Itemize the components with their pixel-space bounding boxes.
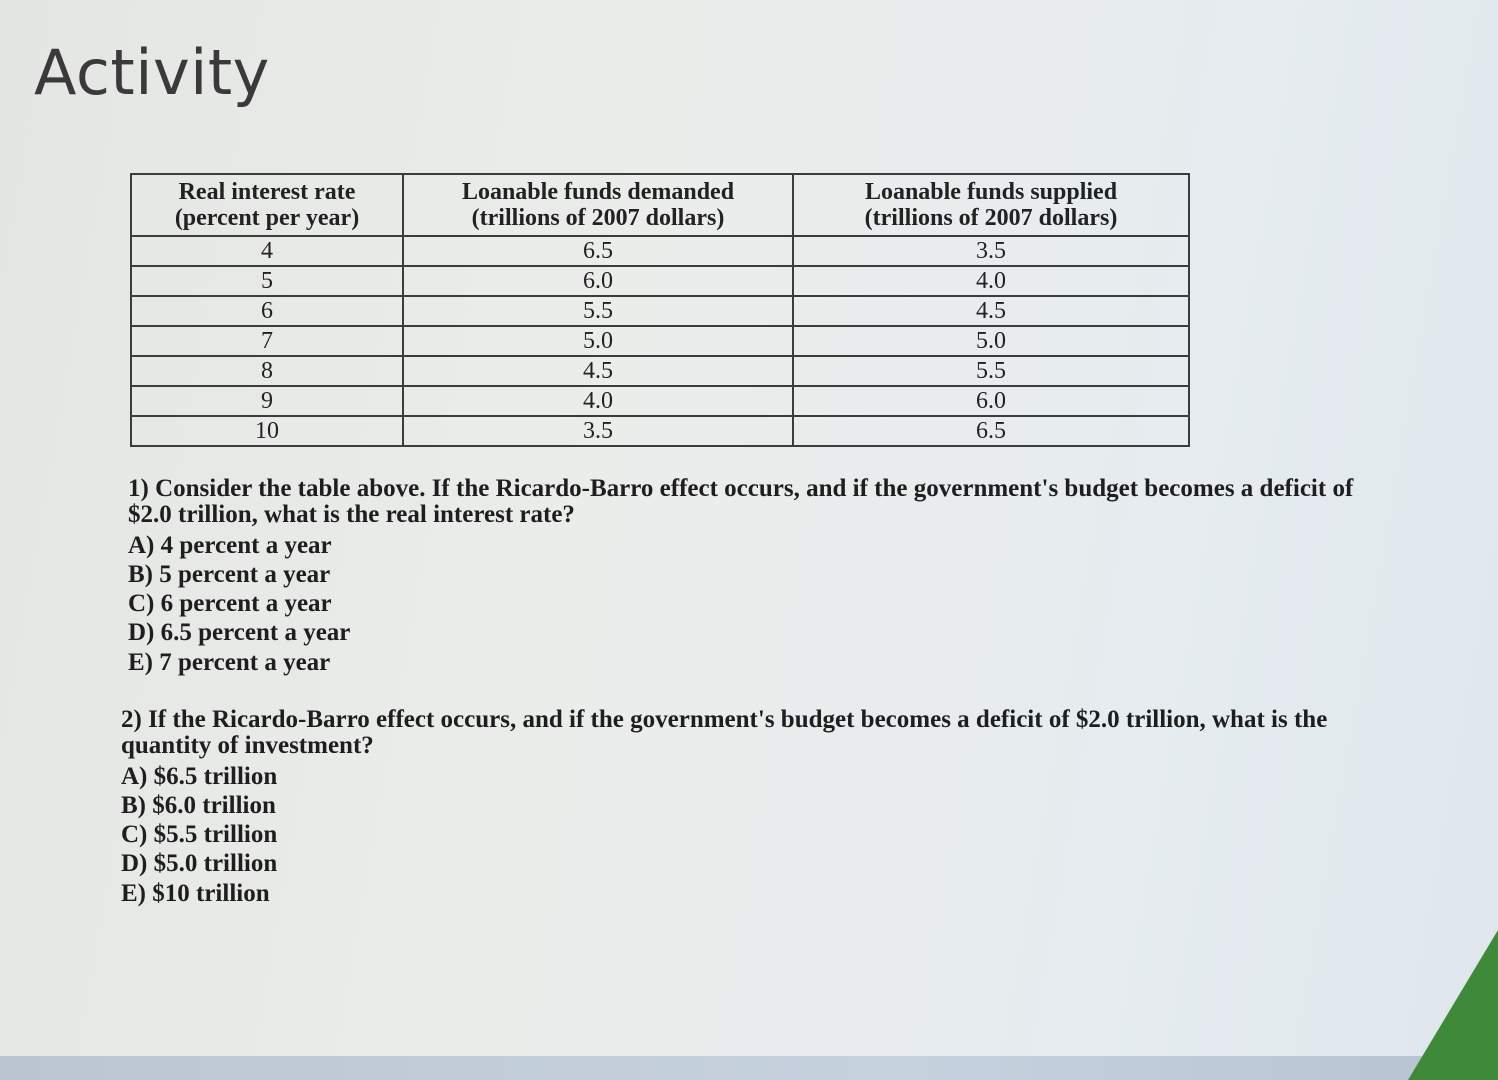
cell-funds-supplied: 6.0 [793, 386, 1189, 416]
question-2-option-a: A) $6.5 trillion [121, 762, 278, 790]
question-2-text: 2) If the Ricardo-Barro effect occurs, and if the government's budget becomes a deficit of $2.0 trillion, what is the quantity of investment? [121, 706, 1328, 760]
cell-funds-demanded: 5.0 [403, 326, 793, 356]
question-2-option-e: E) $10 trillion [121, 879, 270, 907]
table-row [131, 266, 1189, 296]
cell-funds-demanded: 4.0 [403, 386, 793, 416]
cell-interest-rate: 7 [131, 326, 403, 356]
cell-interest-rate: 5 [131, 266, 403, 296]
slide-bottom-bar [0, 1056, 1498, 1080]
question-2-option-b: B) $6.0 trillion [121, 791, 276, 819]
cell-funds-supplied: 5.0 [793, 326, 1189, 356]
question-1-option-b: B) 5 percent a year [128, 560, 331, 588]
cell-interest-rate: 9 [131, 386, 403, 416]
question-1-option-c: C) 6 percent a year [128, 590, 332, 617]
question-1-option-e: E) 7 percent a year [128, 648, 331, 676]
question-1-option-a: A) 4 percent a year [128, 531, 332, 559]
table-header-row [131, 174, 1189, 236]
slide-title: Activity [34, 36, 270, 109]
cell-funds-demanded: 6.0 [403, 266, 793, 296]
table-row [131, 296, 1189, 326]
cell-funds-demanded: 6.5 [403, 236, 793, 266]
loanable-funds-table-container [130, 173, 1190, 445]
cell-funds-demanded: 5.5 [403, 296, 793, 326]
question-1 [128, 476, 1388, 676]
question-2-option-c: C) $5.5 trillion [121, 821, 278, 848]
cell-funds-demanded: 4.5 [403, 356, 793, 386]
cell-funds-demanded: 3.5 [403, 416, 793, 446]
question-2 [121, 707, 1391, 907]
cell-funds-supplied: 3.5 [793, 236, 1189, 266]
cell-funds-supplied: 4.0 [793, 266, 1189, 296]
cell-interest-rate: 8 [131, 356, 403, 386]
table-row [131, 386, 1189, 416]
question-1-text: 1) Consider the table above. If the Ricardo-Barro effect occurs, and if the government's budget becomes a deficit of $2.0 trillion, what is the real interest rate? [128, 475, 1354, 529]
cell-funds-supplied: 4.5 [793, 296, 1189, 326]
table-row [131, 416, 1189, 446]
cell-funds-supplied: 6.5 [793, 416, 1189, 446]
green-corner-decoration [1408, 930, 1498, 1080]
header-funds-supplied: Loanable funds supplied (trillions of 2007 dollars) [793, 174, 1189, 236]
cell-interest-rate: 6 [131, 296, 403, 326]
question-1-option-d: D) 6.5 percent a year [128, 619, 351, 647]
table-row [131, 356, 1189, 386]
table-row [131, 326, 1189, 356]
header-interest-rate: Real interest rate (percent per year) [131, 174, 403, 236]
table-row [131, 236, 1189, 266]
cell-funds-supplied: 5.5 [793, 356, 1189, 386]
loanable-funds-table [130, 173, 1190, 447]
header-funds-demanded: Loanable funds demanded (trillions of 2007 dollars) [403, 174, 793, 236]
cell-interest-rate: 4 [131, 236, 403, 266]
question-2-option-d: D) $5.0 trillion [121, 850, 278, 878]
cell-interest-rate: 10 [131, 416, 403, 446]
